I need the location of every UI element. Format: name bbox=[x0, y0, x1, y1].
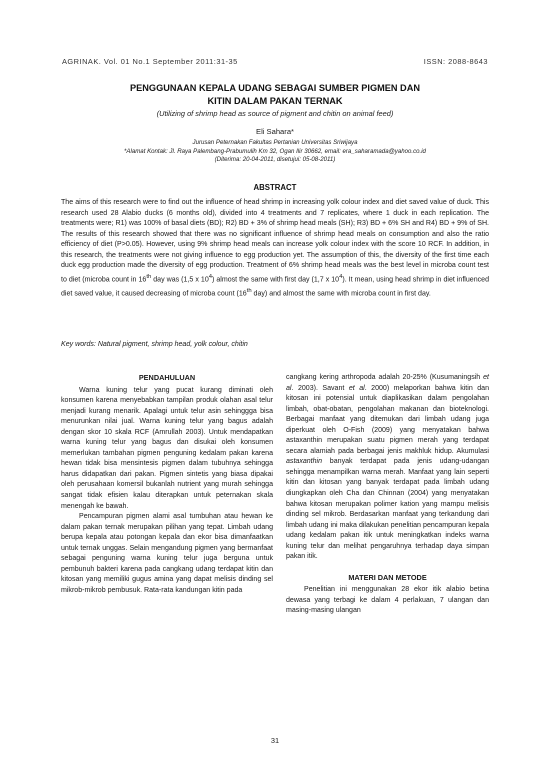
section-heading-introduction: PENDAHULUAN bbox=[138, 373, 196, 382]
keywords: Key words: Natural pigment, shrimp head, yolk colour, chitin bbox=[61, 341, 248, 348]
introduction-paragraph-1: Warna kuning telur yang pucat kurang diminati oleh konsumen karena menyebabkan tampilan produk olahan asal telur menjadi kurang menarik. Apalagi untuk telur asin sehinggga bisa menurunkan nilai jual. Warna kuning telur yang bagus adalah dengan skor 10 skala RCF (Amrullah 2003). Untuk mendapatkan warna kuning telur yang bagus dan disukai oleh konsumen memerlukan tambahan pigmen penguning kedalam pakan karena hewan tidak bisa mensintesis pigmen dalam tubuhnya sehingga harus didapatkan dari pakan. Pigmen sintetis yang biasa dipakai oleh perusahaan komersil bukanlah nutrient yang murah sehingga sangat tidak efisien kalau diterapkan untuk peternakan skala menengah ke bawah. bbox=[61, 386, 273, 510]
running-head bbox=[62, 57, 488, 66]
paper-title-line-2: KITIN DALAM PAKAN TERNAK bbox=[207, 95, 343, 106]
text-run: . 2000) melaporkan bahwa kitin dan kitosan ini potensial untuk diaplikasikan dalam pengolahan limbah, obat-obatan, pengolahan makanan dan bioteknologi. Berbagai manfaat yang ditemukan dari limbah udang juga diperkuat oleh O-Fish (2009) yang menyatakan bahwa astaxanthin merupakan suatu pigmen merah yang terdapat secara alamiah pada berbagai jenis makhluk hidup. Akumulasi bbox=[286, 384, 489, 455]
author-name: Eli Sahara* bbox=[256, 127, 294, 136]
methods-paragraph-1: Penelitian ini menggunakan 28 ekor itik alabio betina dewasa yang terbagi ke dalam 4 perlakuan, 7 ulangan dan masing-masing ulangan bbox=[286, 586, 489, 615]
abstract-text-3: ) almost the same with first day (1,7 x 10 bbox=[212, 276, 340, 284]
abstract-text-5: day) and almost the same with microba count in first day. bbox=[251, 290, 431, 298]
page-number: 31 bbox=[270, 736, 280, 745]
et-al-italic: et al bbox=[286, 374, 489, 392]
issn-label: ISSN: 2088-8643 bbox=[423, 57, 488, 66]
paper-title bbox=[40, 82, 510, 107]
abstract-sup-2: 4 bbox=[208, 273, 212, 280]
journal-citation: AGRINAK. Vol. 01 No.1 September 2011:31-35 bbox=[62, 57, 238, 66]
submission-dates: (Diterima: 20-04-2011, disetujui: 05-08-2011) bbox=[214, 156, 336, 164]
paper-subtitle: (Utilizing of shrimp head as source of pigment and chitin on animal feed) bbox=[156, 109, 394, 118]
abstract-heading: ABSTRACT bbox=[253, 183, 297, 192]
text-run: banyak terdapat pada jenis udang-udangan sehingga menampilkan warna merah. Manfaat yang lain seperti kitin dan kitosan yang banyak terdapat pada limbah udang diungkapkan oleh Cha dan Chinnan (2004) yang menyatakan bahwa kitosan merupakan polimer kation yang mampu melisis dinding sel mikrob. Berdasarkan manfaat yang terkandung dari limbah udang ini maka dilakukan penelitian pencampuran kepala udang kedalam pakan itik untuk meningkatkan indeks warna kuning telur dan melihat pengaruhnya terhadap daya simpan pakan itik. bbox=[286, 458, 489, 561]
left-column bbox=[61, 373, 273, 596]
title-block bbox=[40, 82, 510, 118]
paper-title-line-1: PENGGUNAAN KEPALA UDANG SEBAGAI SUMBER PIGMEN DAN bbox=[130, 83, 420, 93]
abstract-sup-4: th bbox=[246, 287, 252, 294]
introduction-paragraph-2: Pencampuran pigmen alami asal tumbuhan atau hewan ke dalam pakan ternak merupakan pilihan yang tepat. Limbah udang berupa kepala atau potongan kepala dan ekor bisa dimanfaatkan untuk ternak unggas. Selain mengandung pigmen yang bermanfaat sebagai penguning warna kuning telur juga berguna untuk pembunuh bakteri karena pada cangkang udang terdapat kitin dan kitosan yang memiliki gugus amina yang dapat melisis dinding sel mikrob-mikrob pembusuk. Rata-rata kandungan kitin pada bbox=[61, 513, 273, 594]
abstract-body bbox=[61, 198, 489, 300]
abstract-text-2: day was (1,5 x 10 bbox=[151, 276, 209, 284]
abstract-text-4: ). It mean, using head shrimp in diet influenced diet saved value, it caused decreasing of microba count (16 bbox=[61, 276, 489, 298]
abstract-text-1: The aims of this research were to find out the influence of head shrimp in increasing yolk colour index and diet saved value of duck. This research used 28 Alabio ducks (6 months old), divided into 4 treatments and 7 replicates, where 1 duck in each replication. The treatments were; R1) was 100% of basal diets (BD); R2) BD + 3% of shrimp head meals (SH); R3) BD + 6% SH and R4) BD + 9% of SH. The results of this research showed that there was no significant influence of shrimp head meals on consumption and also the ratio efficiency of diet (P>0.05). However, using 9% shrimp head meals can increase yolk colour index with the score 10 RCF. In addition, in this research, the treatments were not giving influence to egg production yet. The assumption of this, the diversity of the first time each duck egg production made the diversity of egg production. Treatment of 6% shrimp head meals was the best level in microba count test to diet (microba count in 16 bbox=[61, 199, 489, 284]
author-affiliation: Jurusan Peternakan Fakultas Pertanian Universitas Sriwijaya bbox=[192, 139, 358, 146]
et-al-italic: et al bbox=[348, 384, 365, 392]
section-heading-methods: MATERI DAN METODE bbox=[348, 572, 427, 582]
right-column bbox=[286, 373, 489, 617]
author-block bbox=[40, 127, 510, 165]
author-contact: *Alamat Kontak: Jl. Raya Palembang-Prabumulih Km 32, Ogan Ilir 30662, email: era_saharamada@yahoo.co.id bbox=[124, 147, 426, 155]
abstract-sup-1: th bbox=[146, 273, 152, 280]
text-run: cangkang kering arthropoda adalah 20-25% (Kusumaningsih bbox=[286, 374, 484, 381]
abstract-sup-3: 4 bbox=[339, 273, 343, 280]
astaxanthin-italic: astaxanthin bbox=[286, 458, 323, 466]
introduction-paragraph-3 bbox=[286, 373, 489, 563]
text-run: . 2003). Savant bbox=[291, 384, 349, 392]
